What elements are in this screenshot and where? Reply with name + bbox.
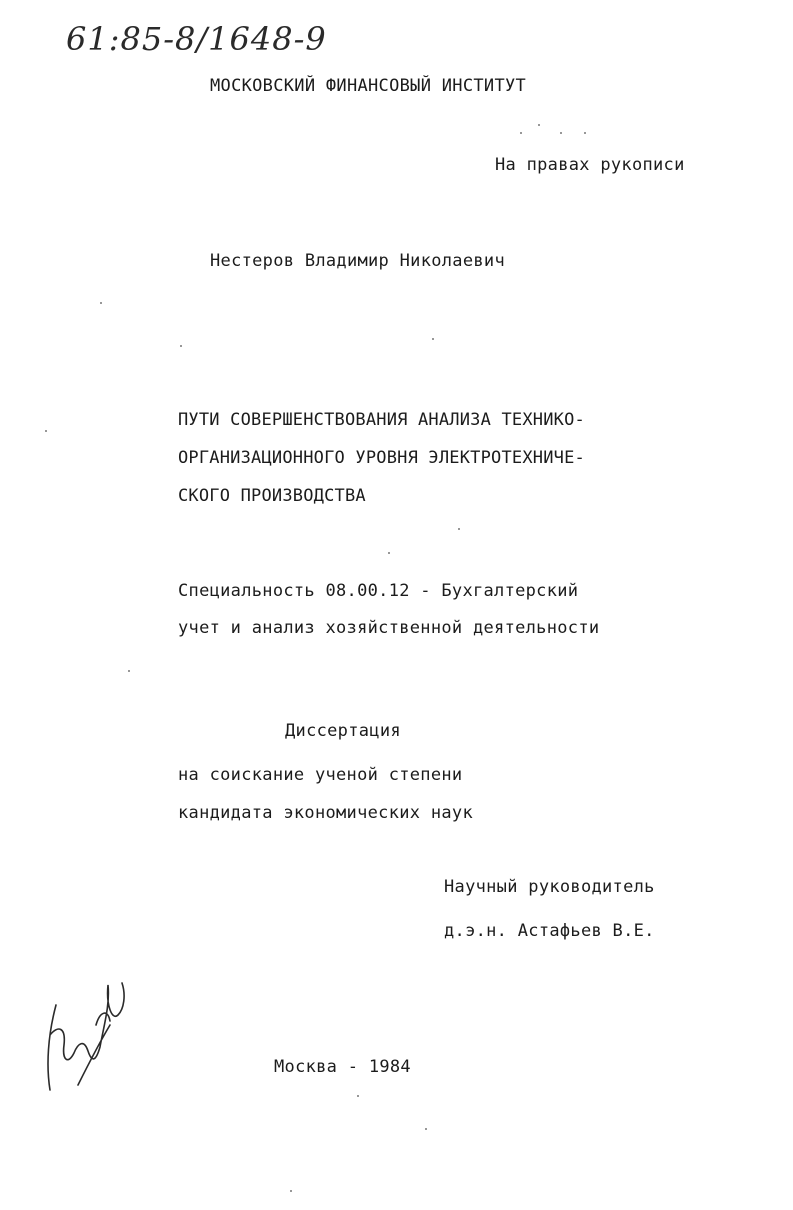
scan-speck xyxy=(388,552,390,554)
degree-line: кандидата экономических наук xyxy=(178,803,473,823)
scan-speck xyxy=(538,124,540,126)
supervisor-label: Научный руководитель xyxy=(444,877,655,897)
author-name: Нестеров Владимир Николаевич xyxy=(210,251,505,271)
title-line: СКОГО ПРОИЗВОДСТВА xyxy=(178,486,366,506)
scan-speck xyxy=(584,132,586,134)
scan-speck xyxy=(45,430,47,432)
scan-speck xyxy=(425,1128,427,1130)
scan-speck xyxy=(458,528,460,530)
specialty-line: учет и анализ хозяйственной деятельности xyxy=(178,618,600,638)
institution-name: МОСКОВСКИЙ ФИНАНСОВЫЙ ИНСТИТУТ xyxy=(210,76,527,96)
place-year: Москва - 1984 xyxy=(274,1057,411,1077)
title-line: ОРГАНИЗАЦИОННОГО УРОВНЯ ЭЛЕКТРОТЕХНИЧЕ- xyxy=(178,448,585,468)
scan-speck xyxy=(560,132,562,134)
scan-speck xyxy=(290,1190,292,1192)
signature xyxy=(38,965,138,1105)
dissertation-label: Диссертация xyxy=(285,721,401,741)
scan-speck xyxy=(432,338,434,340)
degree-line: на соискание ученой степени xyxy=(178,765,463,785)
specialty-line: Специальность 08.00.12 - Бухгалтерский xyxy=(178,581,579,601)
scan-speck xyxy=(357,1095,359,1097)
scan-speck xyxy=(180,345,182,347)
archive-number: 61:85-8/1648-9 xyxy=(66,20,327,58)
scan-speck xyxy=(100,302,102,304)
title-line: ПУТИ СОВЕРШЕНСТВОВАНИЯ АНАЛИЗА ТЕХНИКО- xyxy=(178,410,585,430)
supervisor-name: д.э.н. Астафьев В.Е. xyxy=(444,921,655,941)
scan-speck xyxy=(520,132,522,134)
rights-note: На правах рукописи xyxy=(495,155,685,175)
scan-speck xyxy=(128,670,130,672)
